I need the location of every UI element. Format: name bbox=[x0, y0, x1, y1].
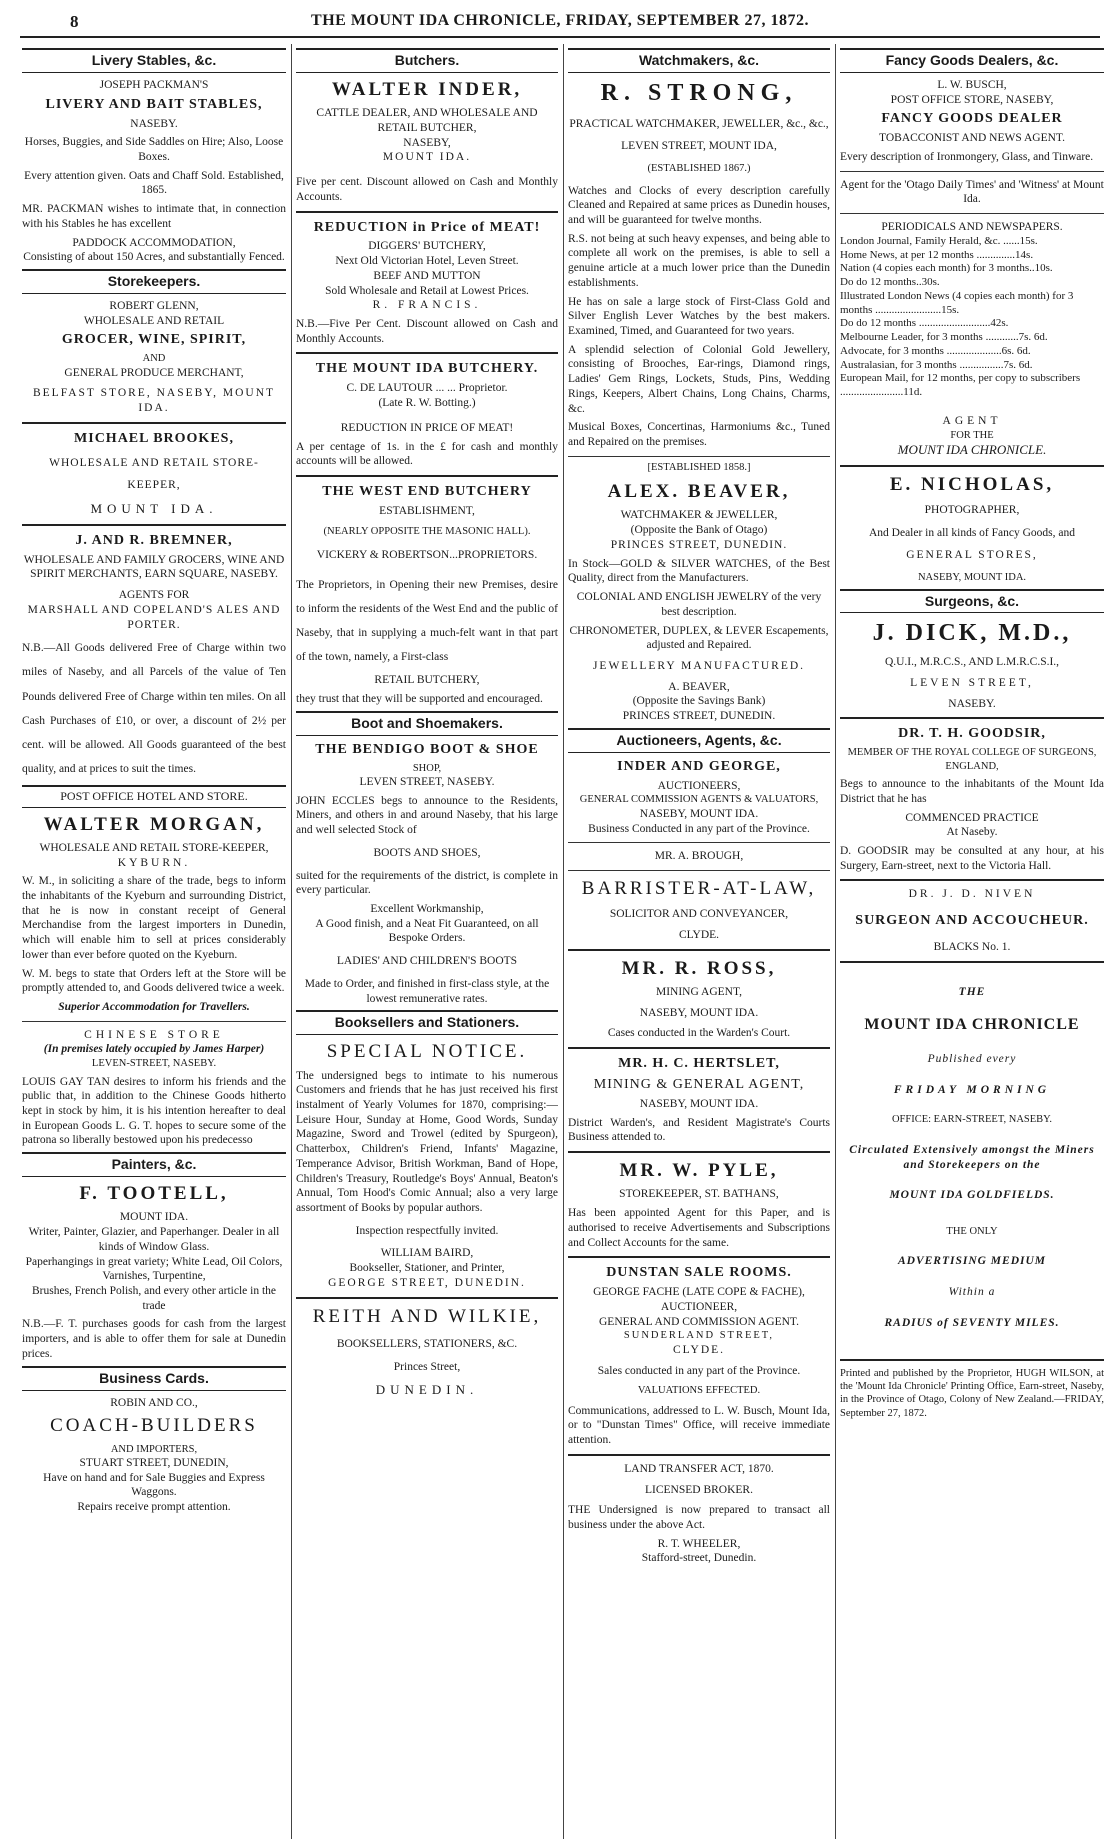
imprint: Printed and published by the Proprietor, HUGH WILSON, at the 'Mount Ida Chronicle' Printing Office, Earn-street, Naseby, in the Province of Otago, Colony of New Zealand.—FRIDAY, September 27, 1872. bbox=[840, 1367, 1104, 1419]
ad-title: LIVERY AND BAIT STABLES, bbox=[45, 96, 263, 112]
ad-line: FRIDAY MORNING bbox=[893, 1083, 1051, 1096]
periodicals-list bbox=[840, 235, 1104, 400]
list-item: London Journal, Family Herald, &c. ......15s. bbox=[840, 234, 1038, 247]
ad-body: The undersigned begs to intimate to his numerous Customers and friends that he has just received his first instalment of Yearly Volumes for 1870, comprising:—Leisure Hour, Sunday at Home, Good Words, Sunday Magazine, Sword and Trowel (edited by Spurgeon), Chatterbox, Children's Friend, Infants' Magazine, Temperance Advisor, British Workman, Band of Hope, Children's Treasury, Routledge's Boys' Annual, Beaton's Annual, Tom Hood's Comic Annual; also a very large assortment of Books by popular authors. bbox=[296, 1069, 558, 1215]
divider bbox=[22, 524, 286, 526]
ad-title: LAND TRANSFER ACT, 1870. bbox=[624, 1462, 774, 1475]
section-heading: Booksellers and Stationers. bbox=[296, 1010, 558, 1035]
ad-body: W. M., in soliciting a share of the trade, begs to inform the inhabitants of the Kyeburn and surrounding District, that he is now in constant receipt of General Merchandise from the largest importers in Dunedin, which will enable him to sell at prices considerably lower than ever before quoted on the Kyeburn. bbox=[22, 875, 286, 961]
ad-line: LICENSED BROKER. bbox=[645, 1483, 753, 1496]
ad-line: VICKERY & ROBERTSON...PROPRIETORS. bbox=[316, 549, 538, 562]
ad-body: N.B.—F. T. purchases goods for cash from the largest importers, and is able to offer them for sale at Dunedin prices. bbox=[22, 1318, 286, 1360]
ad-line: AUCTIONEERS, bbox=[657, 779, 741, 792]
ad-line: (Opposite the Bank of Otago) bbox=[630, 524, 768, 537]
ad-line: NASEBY. bbox=[130, 117, 178, 130]
ad-body: Five per cent. Discount allowed on Cash and Monthly Accounts. bbox=[296, 176, 558, 203]
ad-body: N.B.—Five Per Cent. Discount allowed on Cash and Monthly Accounts. bbox=[296, 318, 558, 345]
ad-title: DUNSTAN SALE ROOMS. bbox=[606, 1265, 792, 1281]
ad-line: AND IMPORTERS, bbox=[110, 1443, 198, 1455]
ad-line: MOUNT IDA. bbox=[90, 501, 218, 517]
divider bbox=[568, 1047, 830, 1049]
ad-line: (Opposite the Savings Bank) bbox=[632, 695, 766, 708]
ad-line: CHRONOMETER, DUPLEX, & LEVER Escapements, adjusted and Repaired. bbox=[569, 624, 829, 652]
ad-line: Sold Wholesale and Retail at Lowest Prices. bbox=[325, 284, 529, 297]
ad-title: REDUCTION in Price of MEAT! bbox=[313, 219, 541, 235]
divider bbox=[568, 1454, 830, 1456]
ad-line: PRACTICAL WATCHMAKER, JEWELLER, &c., &c., bbox=[569, 117, 829, 130]
ad-line: Excellent Workmanship, bbox=[370, 903, 484, 916]
ad-line: Business Conducted in any part of the Province. bbox=[588, 822, 810, 835]
ad-line: SURGEON AND ACCOUCHEUR. bbox=[855, 913, 1089, 929]
ad-line: L. W. BUSCH, bbox=[937, 78, 1007, 91]
ad-line: Superior Accommodation for Travellers. bbox=[58, 1001, 250, 1014]
ad-line: Princes Street, bbox=[393, 1360, 461, 1373]
ad-line: MOUNT IDA GOLDFIELDS. bbox=[889, 1189, 1055, 1202]
ad-line: Repairs receive prompt attention. bbox=[77, 1501, 231, 1514]
ad-line: (ESTABLISHED 1867.) bbox=[647, 163, 751, 175]
column-rule bbox=[291, 44, 292, 1839]
ad-body: Watches and Clocks of every description carefully Cleaned and Repaired at same prices as Dunedin houses, and will be guaranteed for twelve months. bbox=[568, 184, 830, 226]
ad-body: suited for the requirements of the district, is complete in every particular. bbox=[296, 869, 558, 897]
ad-body: W. M. begs to state that Orders left at the Store will be promptly attended to, and Goods delivered twice a week. bbox=[22, 967, 286, 995]
ad-line: LEVEN STREET, bbox=[910, 676, 1034, 689]
ad-line: GENERAL AND COMMISSION AGENT. bbox=[599, 1315, 799, 1328]
ad-line: Q.U.I., M.R.C.S., AND L.M.R.C.S.I., bbox=[884, 656, 1060, 669]
ad-line: NASEBY, bbox=[403, 136, 451, 149]
column-2 bbox=[296, 44, 558, 1839]
ad-line: WHOLESALE AND RETAIL STORE-KEEPER, bbox=[39, 841, 269, 854]
ad-line: LEVEN STREET, NASEBY. bbox=[359, 776, 495, 788]
ad-body: THE Undersigned is now prepared to transact all business under the above Act. bbox=[568, 1504, 830, 1531]
ad-title: E. NICHOLAS, bbox=[889, 473, 1055, 495]
ad-line: KEEPER, bbox=[127, 479, 181, 492]
ad-line: MEMBER OF THE ROYAL COLLEGE OF SURGEONS, ENGLAND, bbox=[847, 747, 1097, 772]
divider bbox=[568, 1256, 830, 1258]
ad-line: SHOP, bbox=[412, 762, 442, 774]
divider bbox=[568, 949, 830, 951]
ad-line: GENERAL COMMISSION AGENTS & VALUATORS, bbox=[579, 794, 819, 806]
ad-line: WILLIAM BAIRD, bbox=[380, 1247, 474, 1260]
ad-line: LEVEN-STREET, NASEBY. bbox=[91, 1058, 217, 1070]
ad-body: Communications, addressed to L. W. Busch, Mount Ida, or to "Dunstan Times" Office, will receive immediate attention. bbox=[568, 1404, 830, 1447]
ad-line: RADIUS of SEVENTY MILES. bbox=[884, 1316, 1060, 1329]
ad-line: Stafford-street, Dunedin. bbox=[641, 1552, 757, 1565]
page-number: 8 bbox=[70, 12, 79, 31]
ad-line: Published every bbox=[927, 1052, 1017, 1065]
ad-body: Every description of Ironmongery, Glass, and Tinware. bbox=[840, 150, 1094, 163]
ad-line: AND bbox=[142, 353, 166, 365]
divider bbox=[568, 842, 830, 843]
ad-line: (Late R. W. Botting.) bbox=[378, 397, 476, 410]
ad-line: DUNEDIN. bbox=[375, 1382, 479, 1398]
ad-body: Has been appointed Agent for this Paper, and is authorised to receive Advertisements and Subscriptions and Collect Accounts for the same. bbox=[568, 1207, 830, 1249]
ad-line: R. T. WHEELER, bbox=[657, 1537, 741, 1550]
ad-line: WHOLESALE AND FAMILY GROCERS, WINE AND SPIRIT MERCHANTS, EARN SQUARE, NASEBY. bbox=[23, 553, 285, 581]
ad-line: ADVERTISING MEDIUM bbox=[897, 1255, 1047, 1268]
ad-line: THE ONLY bbox=[946, 1225, 998, 1237]
page-title: THE MOUNT IDA CHRONICLE, FRIDAY, SEPTEMBER 27, 1872. bbox=[311, 12, 809, 29]
ad-title: DR. T. H. GOODSIR, bbox=[898, 726, 1046, 742]
divider bbox=[22, 422, 286, 424]
ad-body: He has on sale a large stock of First-Class Gold and Silver English Lever Watches by the best makers. Examined, Timed, and Guaranteed for two years. bbox=[568, 295, 830, 337]
ad-body: A per centage of 1s. in the £ for cash and monthly accounts will be allowed. bbox=[296, 440, 558, 468]
ad-body: District Warden's, and Resident Magistrate's Courts Business attended to. bbox=[568, 1116, 830, 1144]
divider bbox=[840, 879, 1104, 881]
ad-line: NASEBY, MOUNT IDA. bbox=[639, 1006, 759, 1019]
ad-line: NASEBY, MOUNT IDA. bbox=[639, 1097, 759, 1110]
ad-line: Within a bbox=[948, 1286, 996, 1299]
ad-body: LOUIS GAY TAN desires to inform his friends and the public that, in addition to the Chinese Goods hitherto kept in stock by him, it is his intention hereafter to deal in European Goods L. G. T. hopes to secure some of the patrona so liberally bestowed upon his predecesso bbox=[22, 1075, 286, 1147]
list-item: Do do 12 months ..........................42s. bbox=[840, 317, 1009, 330]
ad-line: TOBACCONIST AND NEWS AGENT. bbox=[879, 132, 1065, 145]
ad-title: R. STRONG, bbox=[600, 79, 798, 106]
ad-title: MOUNT IDA CHRONICLE bbox=[864, 1016, 1080, 1034]
section-heading: Storekeepers. bbox=[22, 269, 286, 294]
ad-line: (NEARLY OPPOSITE THE MASONIC HALL). bbox=[323, 525, 531, 537]
ad-title: FANCY GOODS DEALER bbox=[881, 111, 1063, 127]
list-item: Australasian, for 3 months ................7s. 6d. bbox=[840, 358, 1033, 371]
ad-line: SUNDERLAND STREET, bbox=[623, 1330, 775, 1342]
ad-line: Agent for the 'Otago Daily Times' and 'Witness' at Mount Ida. bbox=[840, 178, 1104, 206]
ad-title: MR. H. C. HERTSLET, bbox=[618, 1056, 780, 1072]
ad-line: FOR THE bbox=[950, 429, 994, 441]
divider bbox=[296, 211, 558, 213]
ad-line: WHOLESALE AND RETAIL bbox=[83, 314, 225, 327]
ad-line: JEWELLERY MANUFACTURED. bbox=[592, 659, 806, 672]
ad-line: BEEF AND MUTTON bbox=[373, 269, 481, 282]
ad-body: The Proprietors, in Opening their new Premises, desire to inform the residents of the West End and the public of Naseby, that in supplying a much-felt want in that part of the town, namely, a First-class bbox=[296, 578, 558, 664]
ad-line: And Dealer in all kinds of Fancy Goods, and bbox=[868, 526, 1075, 539]
ad-line: PRINCES STREET, DUNEDIN. bbox=[610, 538, 788, 551]
divider bbox=[840, 1359, 1104, 1361]
ad-line: CLYDE. bbox=[672, 1343, 726, 1356]
ad-line: BLACKS No. 1. bbox=[933, 941, 1011, 954]
column-rule bbox=[563, 44, 564, 1839]
ad-line: MINING AGENT, bbox=[655, 986, 743, 998]
ad-line: PRINCES STREET, DUNEDIN. bbox=[622, 710, 776, 723]
ad-line: (In premises lately occupied by James Harper) bbox=[43, 1043, 265, 1056]
ad-name: MR. A. BROUGH, bbox=[654, 850, 744, 863]
ad-line: Made to Order, and finished in first-class style, at the lowest remunerative rates. bbox=[304, 977, 550, 1005]
divider bbox=[840, 213, 1104, 214]
ad-line: MARSHALL AND COPELAND'S ALES AND PORTER. bbox=[27, 603, 281, 631]
ad-line: KYBURN. bbox=[117, 856, 191, 869]
ad-title: CHINESE STORE bbox=[84, 1028, 224, 1041]
section-heading: Boot and Shoemakers. bbox=[296, 711, 558, 736]
section-heading: Livery Stables, &c. bbox=[22, 48, 286, 73]
ad-name: ROBERT GLENN, bbox=[109, 299, 199, 312]
ad-line: COLONIAL AND ENGLISH JEWELRY of the very best description. bbox=[576, 591, 822, 618]
ad-body: Begs to announce to the inhabitants of the Mount Ida District that he has bbox=[840, 778, 1104, 805]
divider bbox=[22, 1021, 286, 1022]
ad-line: Horses, Buggies, and Side Saddles on Hire; Also, Loose Boxes. bbox=[24, 136, 284, 163]
ad-line: BOOKSELLERS, STATIONERS, &C. bbox=[336, 1337, 518, 1350]
ad-title: BARRISTER-AT-LAW, bbox=[581, 877, 817, 899]
section-heading: Painters, &c. bbox=[22, 1152, 286, 1177]
list-item: Home News, at per 12 months ..............14s. bbox=[840, 248, 1034, 261]
list-item: Illustrated London News (4 copies each month) for 3 months ........................15s. bbox=[840, 289, 1074, 316]
ad-body: D. GOODSIR may be consulted at any hour, at his Surgery, Earn-street, next to the Victoria Hall. bbox=[840, 844, 1104, 872]
column-3 bbox=[568, 44, 830, 1839]
ad-line: CLYDE. bbox=[678, 928, 720, 941]
ad-line: At Naseby. bbox=[946, 826, 998, 839]
section-heading: Auctioneers, Agents, &c. bbox=[568, 728, 830, 753]
ad-title: ALEX. BEAVER, bbox=[607, 481, 791, 503]
ad-title: GROCER, WINE, SPIRIT, bbox=[61, 332, 247, 348]
ad-title: SPECIAL NOTICE. bbox=[326, 1041, 528, 1063]
ad-title: DR. J. D. NIVEN bbox=[908, 888, 1036, 901]
ad-line: A. BEAVER, bbox=[668, 680, 730, 693]
ad-title: INDER AND GEORGE, bbox=[617, 758, 781, 774]
ad-line: Have on hand and for Sale Buggies and Express Waggons. bbox=[43, 1471, 265, 1499]
ad-line: POST OFFICE STORE, NASEBY, bbox=[890, 93, 1054, 106]
ad-line: OFFICE: EARN-STREET, NASEBY. bbox=[891, 1114, 1053, 1126]
ad-line: Cases conducted in the Warden's Court. bbox=[607, 1027, 791, 1040]
ad-line: WHOLESALE AND RETAIL STORE- bbox=[49, 456, 259, 469]
ad-line: BELFAST STORE, NASEBY, MOUNT IDA. bbox=[32, 387, 276, 415]
ad-line: Paperhangings in great variety; White Lead, Oil Colors, Varnishes, Turpentine, bbox=[25, 1255, 283, 1283]
ad-line: A Good finish, and a Neat Fit Guaranteed, on all Bespoke Orders. bbox=[315, 917, 539, 945]
ad-line: SOLICITOR AND CONVEYANCER, bbox=[609, 908, 789, 921]
ad-line: C. DE LAUTOUR ... ... Proprietor. bbox=[346, 382, 508, 395]
section-heading: Surgeons, &c. bbox=[840, 589, 1104, 614]
ad-line: Bookseller, Stationer, and Printer, bbox=[349, 1262, 505, 1275]
ad-line: PERIODICALS AND NEWSPAPERS. bbox=[881, 221, 1063, 234]
ad-line: NASEBY, MOUNT IDA. bbox=[639, 807, 759, 820]
ad-line: GENERAL PRODUCE MERCHANT, bbox=[64, 366, 244, 379]
ad-body: JOHN ECCLES begs to announce to the Residents, Miners, and others in and around Naseby, that his large and well selected Stock of bbox=[296, 794, 558, 837]
masthead bbox=[20, 10, 1100, 38]
ad-line: Consisting of about 150 Acres, and substantially Fenced. bbox=[23, 251, 285, 264]
ad-line: MINING & GENERAL AGENT, bbox=[593, 1077, 805, 1093]
ad-body: N.B.—All Goods delivered Free of Charge within two miles of Naseby, and all Parcels of the value of Ten Pounds delivered Free of Charge within ten miles. On all Cash Purchases of £10, or over, a discount of 2½ per cent. will be allowed. All Goods guaranteed of the best quality, and at prices to suit the times. bbox=[22, 642, 286, 776]
divider bbox=[840, 717, 1104, 719]
ad-line: STOREKEEPER, ST. BATHANS, bbox=[619, 1188, 779, 1201]
ad-title: WALTER INDER, bbox=[331, 78, 523, 100]
ad-title: MR. R. ROSS, bbox=[621, 957, 777, 979]
ad-line: R. FRANCIS. bbox=[372, 299, 482, 312]
ad-title: THE MOUNT IDA BUTCHERY. bbox=[315, 361, 539, 377]
ad-line: REDUCTION IN PRICE OF MEAT! bbox=[340, 421, 514, 434]
divider bbox=[568, 870, 830, 871]
section-heading: Fancy Goods Dealers, &c. bbox=[840, 48, 1104, 73]
ad-body: Musical Boxes, Concertinas, Harmoniums &c., Tuned and Repaired on the premises. bbox=[568, 421, 830, 448]
ad-line: VALUATIONS EFFECTED. bbox=[637, 1385, 761, 1397]
ad-line: LADIES' AND CHILDREN'S BOOTS bbox=[336, 955, 518, 968]
ad-line: NASEBY. bbox=[948, 697, 996, 710]
ad-line: COMMENCED PRACTICE bbox=[905, 811, 1039, 824]
list-item: European Mail, for 12 months, per copy to subscribers .......................11d. bbox=[840, 372, 1081, 399]
ad-title: MR. W. PYLE, bbox=[619, 1160, 779, 1182]
ad-line: Sales conducted in any part of the Province. bbox=[597, 1364, 801, 1377]
divider bbox=[840, 465, 1104, 467]
ad-line: ESTABLISHMENT, bbox=[379, 504, 475, 517]
ad-title: THE BENDIGO BOOT & SHOE bbox=[315, 741, 539, 757]
ad-line: WATCHMAKER & JEWELLER, bbox=[620, 509, 778, 522]
ad-line: AGENTS FOR bbox=[118, 589, 190, 602]
ad-line: BOOTS AND SHOES, bbox=[373, 846, 481, 859]
ad-title: REITH AND WILKIE, bbox=[312, 1305, 542, 1327]
ad-line: MOUNT IDA CHRONICLE. bbox=[897, 442, 1047, 457]
ad-body: they trust that they will be supported and encouraged. bbox=[296, 693, 543, 706]
ad-body: R.S. not being at such heavy expenses, and being able to complete all work on the premises, is able to sell a genuine article at a much lower price than the Dunedin establishments. bbox=[568, 232, 830, 289]
list-item: Advocate, for 3 months ....................6s. 6d. bbox=[840, 344, 1031, 357]
ad-name: JOSEPH PACKMAN'S bbox=[99, 78, 209, 91]
ad-line: PHOTOGRAPHER, bbox=[924, 503, 1020, 516]
ad-line: RETAIL BUTCHERY, bbox=[374, 674, 480, 687]
section-heading: POST OFFICE HOTEL AND STORE. bbox=[22, 785, 286, 807]
ad-line: Writer, Painter, Glazier, and Paperhanger. Dealer in all kinds of Window Glass. bbox=[28, 1226, 280, 1253]
ad-body: In Stock—GOLD & SILVER WATCHES, of the Best Quality, direct from the Manufacturers. bbox=[568, 557, 830, 585]
column-4 bbox=[840, 44, 1104, 1839]
ad-line: MOUNT IDA. bbox=[119, 1211, 189, 1224]
ad-line: LEVEN STREET, MOUNT IDA, bbox=[621, 140, 777, 153]
ad-title: J. AND R. BREMNER, bbox=[75, 532, 233, 548]
list-item: Melbourne Leader, for 3 months ............7s. 6d. bbox=[840, 331, 1048, 344]
ad-line: Next Old Victorian Hotel, Leven Street. bbox=[335, 255, 519, 268]
ad-line: PADDOCK ACCOMMODATION, bbox=[72, 236, 236, 249]
ad-line: MR. PACKMAN wishes to intimate that, in connection with his Stables he has excellent bbox=[22, 203, 286, 230]
ad-line: Circulated Extensively amongst the Miners and Storekeepers on the bbox=[849, 1143, 1095, 1171]
section-heading: Business Cards. bbox=[22, 1366, 286, 1391]
ad-line: GEORGE STREET, DUNEDIN. bbox=[328, 1276, 526, 1289]
ad-line: [ESTABLISHED 1858.] bbox=[568, 456, 830, 474]
ad-title: MICHAEL BROOKES, bbox=[74, 430, 234, 446]
column-rule bbox=[835, 44, 836, 1839]
list-item: Do do 12 months..30s. bbox=[840, 276, 940, 289]
ad-line: STUART STREET, DUNEDIN, bbox=[79, 1456, 229, 1469]
ad-line: GENERAL STORES, bbox=[906, 549, 1038, 562]
ad-title: WALTER MORGAN, bbox=[43, 813, 265, 835]
divider bbox=[296, 352, 558, 354]
ad-title: THE WEST END BUTCHERY bbox=[322, 483, 532, 499]
ad-title: J. DICK, M.D., bbox=[872, 620, 1072, 647]
ad-line: CATTLE DEALER, AND WHOLESALE AND RETAIL BUTCHER, bbox=[316, 107, 538, 134]
divider bbox=[296, 475, 558, 477]
ad-line: Brushes, French Polish, and every other article in the trade bbox=[32, 1285, 276, 1312]
section-heading: Butchers. bbox=[296, 48, 558, 73]
ad-title: F. TOOTELL, bbox=[79, 1183, 229, 1205]
list-item: Nation (4 copies each month) for 3 months..10s. bbox=[840, 262, 1053, 275]
ad-line: THE bbox=[958, 985, 986, 998]
ad-line: Every attention given. Oats and Chaff Sold. Established, 1865. bbox=[24, 169, 284, 197]
column-1 bbox=[22, 44, 286, 1839]
ad-title: COACH-BUILDERS bbox=[50, 1415, 258, 1437]
ad-line: DIGGERS' BUTCHERY, bbox=[368, 240, 486, 253]
ad-body: A splendid selection of Colonial Gold Jewellery, consisting of Brooches, Ear-rings, Diamond rings, Ladies' Gem Rings, Lockets, Studs, Pins, Wedding Rings, Keepers, Albert Chains, Long Chains, Charms, &c. bbox=[568, 343, 830, 415]
ad-line: Inspection respectfully invited. bbox=[355, 1224, 499, 1237]
section-heading: Watchmakers, &c. bbox=[568, 48, 830, 73]
ad-line: GEORGE FACHE (LATE COPE & FACHE), bbox=[593, 1286, 805, 1299]
divider bbox=[568, 1151, 830, 1153]
divider bbox=[840, 171, 1104, 172]
divider bbox=[296, 1297, 558, 1299]
ad-line: AGENT bbox=[942, 414, 1002, 427]
ad-name: ROBIN AND CO., bbox=[110, 1396, 198, 1409]
ad-line: AUCTIONEER, bbox=[660, 1300, 738, 1313]
divider bbox=[840, 961, 1104, 963]
ad-line: MOUNT IDA. bbox=[382, 151, 472, 164]
ad-line: NASEBY, MOUNT IDA. bbox=[917, 572, 1027, 584]
